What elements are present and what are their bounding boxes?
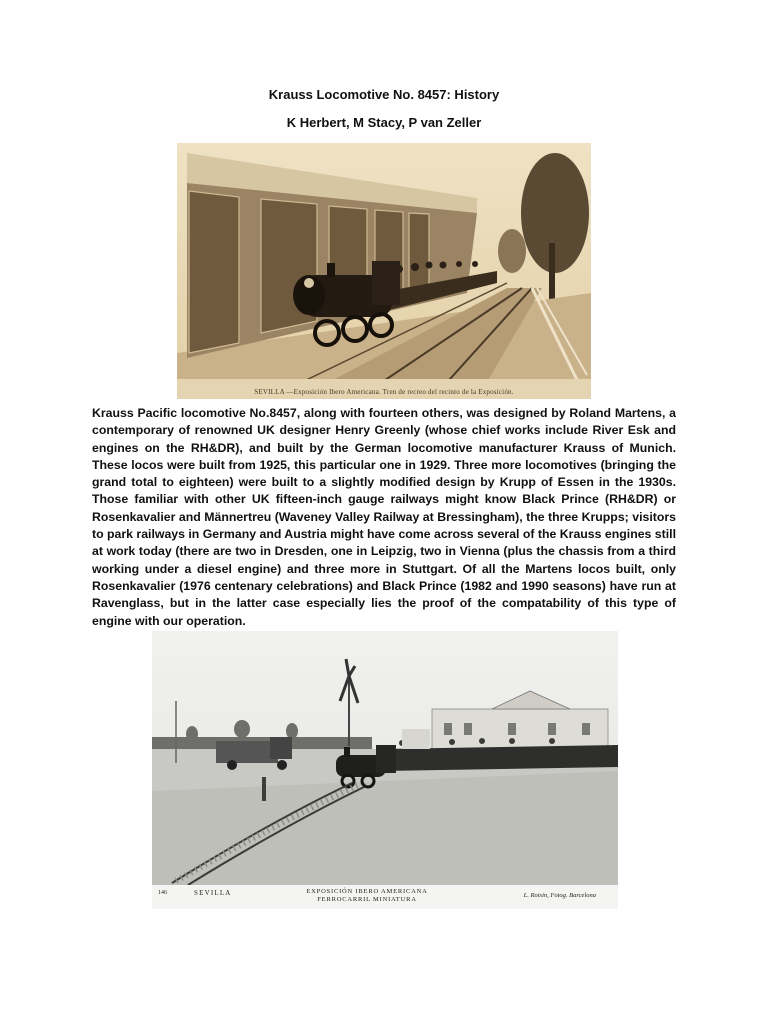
photo-number: 146	[158, 890, 167, 896]
photo-sevilla-locomotive	[177, 143, 591, 399]
body-paragraph: Krauss Pacific locomotive No.8457, along with fourteen others, was designed by Roland Martens, a contemporary of renowned UK designer Henry Greenly (whose chief works include River Esk and engines on the RH&DR), and built by the German locomotive manufacturer Krauss of Munich. These locos were built from 1925, this particular one in 1929. Three more locomotives (bringing the grand total to eighteen) were built to a slightly modified design by Krupp of Essen in the 1930s. Those familiar with other UK fifteen-inch gauge railways might know Black Prince (RH&DR) or Rosenkavalier and Männertreu (Waveney Valley Railway at Bressingham), the three Krupps; visitors to park railways in Germany and Austria might have come across several of the Krauss engines still at work today (there are two in Dresden, one in Leipzig, two in Vienna (plus the chassis from a third working under a diesel engine) and three more in Stuttgart. Of all the Martens locos built, only Rosenkavalier (1976 centenary celebrations) and Black Prince (1982 and 1990 seasons) have run at Ravenglass, but in the latter case especially lies the proof of the compatability of this type of engine with our operation.	[92, 406, 676, 628]
photo-title-line1: EXPOSICIÓN IBERO AMERICANA	[306, 888, 428, 895]
photo-title-line2: FERROCARRIL MINIATURA	[317, 896, 417, 903]
photo-title	[282, 888, 452, 904]
document-authors: K Herbert, M Stacy, P van Zeller	[286, 115, 482, 130]
photo-credit: L. Roisin, Fotog. Barcelona	[523, 892, 596, 899]
photo-caption-strip	[152, 885, 618, 909]
photo-caption: SEVILLA —Exposición Ibero Americana. Tren de recreo del recinto de la Exposición.	[254, 388, 514, 396]
photo-ferrocarril-miniatura	[152, 631, 618, 909]
photo-place: SEVILLA	[194, 889, 232, 897]
document-title: Krauss Locomotive No. 8457: History	[268, 87, 500, 102]
